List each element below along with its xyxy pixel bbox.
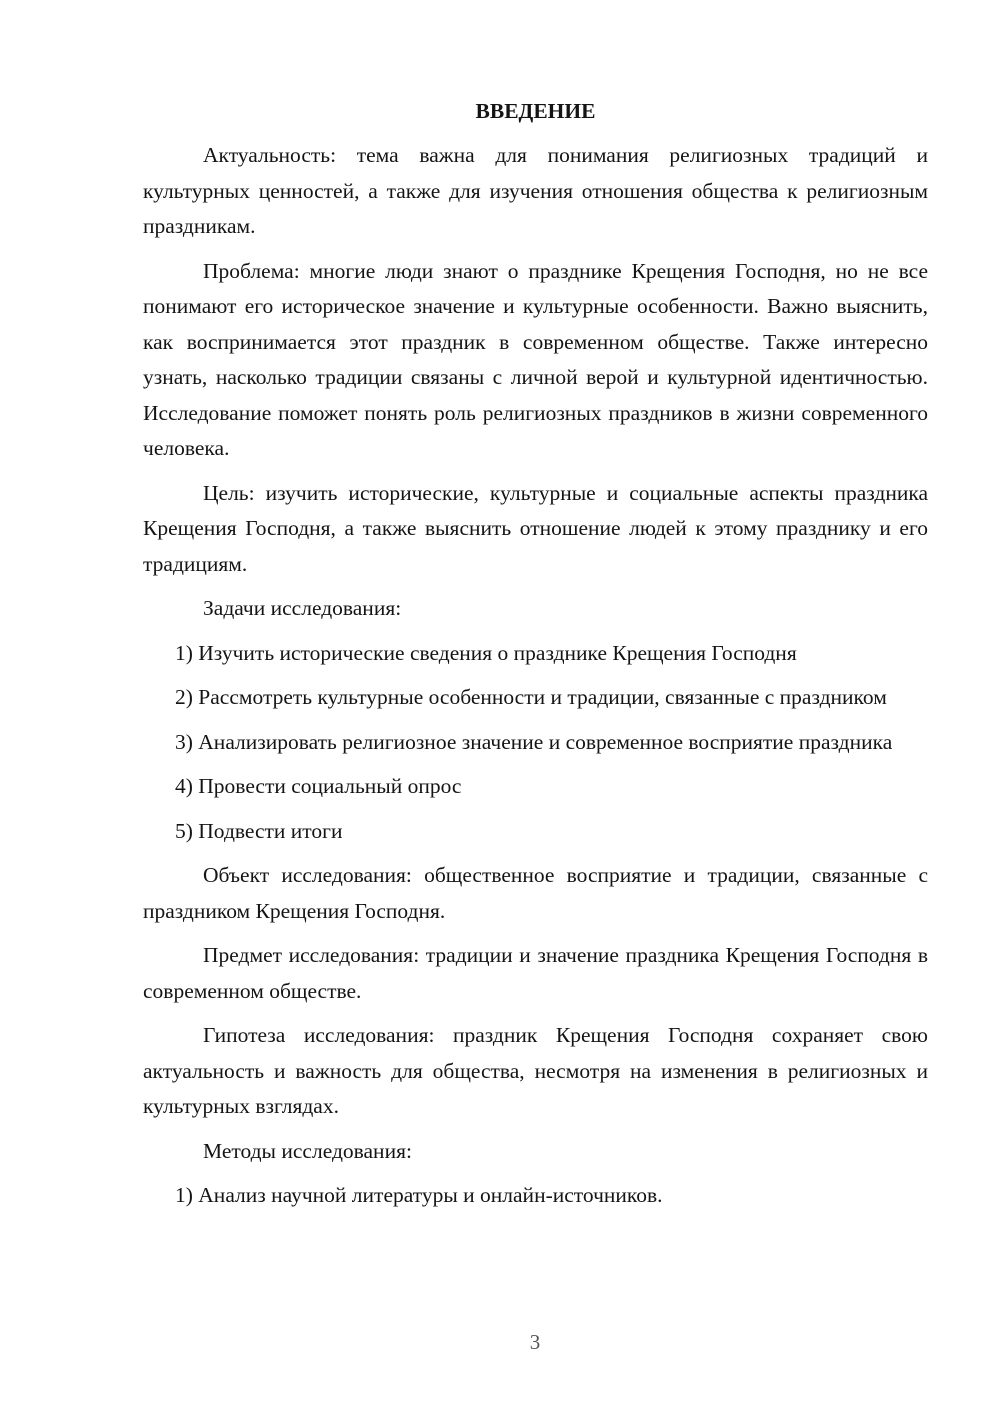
task-item: 5) Подвести итоги xyxy=(175,818,343,843)
task-item: 1) Изучить исторические сведения о празднике Крещения Господня xyxy=(175,640,797,665)
methods-title: Методы исследования: xyxy=(203,1138,412,1163)
object-paragraph: Объект исследования: общественное восприятие и традиции, связанные с праздником Крещения Господня. xyxy=(143,863,928,923)
page-content xyxy=(143,94,928,1223)
tasks-title: Задачи исследования: xyxy=(203,596,402,620)
page-number: 3 xyxy=(529,1330,541,1354)
task-item: 4) Провести социальный опрос xyxy=(175,774,462,798)
section-heading: ВВЕДЕНИЕ xyxy=(475,99,596,123)
task-item: 2) Рассмотреть культурные особенности и традиции, связанные с праздником xyxy=(175,685,887,709)
task-item: 3) Анализировать религиозное значение и современное восприятие праздника xyxy=(175,729,893,754)
problem-paragraph: Проблема: многие люди знают о празднике Крещения Господня, но не все понимают его историческое значение и культурные особенности. Важно выяснить, как воспринимается этот праздник в современном обществе. Также интересно узнать, насколько традиции связаны с личной верой и культурной идентичностью. Исследование поможет понять роль религиозных праздников в жизни современного человека. xyxy=(143,258,928,460)
relevance-paragraph: Актуальность: тема важна для понимания религиозных традиций и культурных ценностей, а также для изучения отношения общества к религиозным праздникам. xyxy=(143,143,928,238)
goal-paragraph: Цель: изучить исторические, культурные и социальные аспекты праздника Крещения Господня, а также выяснить отношение людей к этому празднику и его традициям. xyxy=(143,480,928,576)
method-item: 1) Анализ научной литературы и онлайн-источников. xyxy=(175,1183,663,1207)
subject-paragraph: Предмет исследования: традиции и значение праздника Крещения Господня в современном обществе. xyxy=(143,943,928,1003)
hypothesis-paragraph: Гипотеза исследования: праздник Крещения Господня сохраняет свою актуальность и важность для общества, несмотря на изменения в религиозных и культурных взглядах. xyxy=(143,1023,928,1118)
